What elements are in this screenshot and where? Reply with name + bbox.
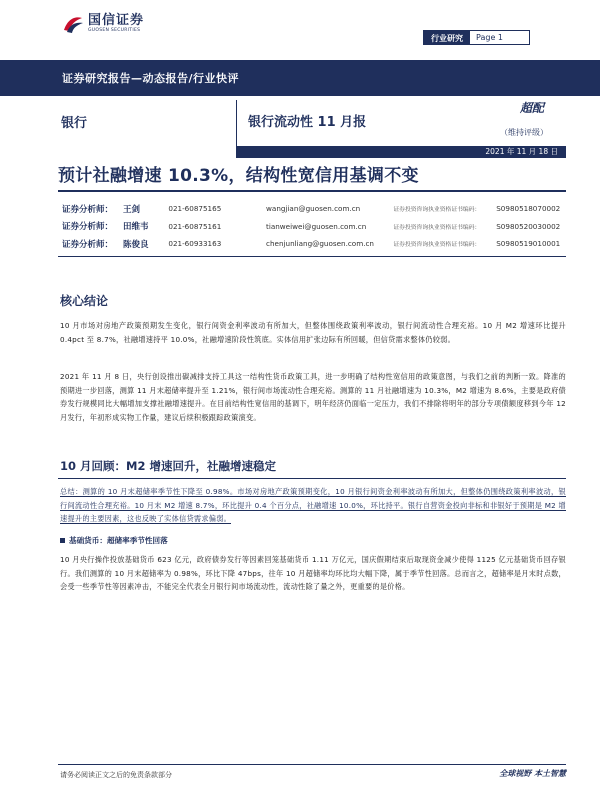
analyst-phone: 021-60875165 [168,204,222,214]
footer-slogan: 全球视野 本土智慧 [499,769,566,778]
analyst-cert-label: 证券投资咨询执业资格证书编码： [393,207,481,214]
logo-mark-icon [62,14,84,34]
section-paragraph: 10 月央行操作投放基础货币 623 亿元，政府债券发行等因素回笼基础货币 1.11 万亿元，国庆假期结束后取现资金减少使得 1125 亿元基础货币回存银行。我们测算的 10 月末超储率为 0.98%，环比下降 47bps，往年 10 月超储率均环比均大幅下降，属于季节性回落。总而言之，超储率是月末时点数，会受一些季节性等因素冲击，不能完全代表全月银行间市场流动性，流动性除了量之外，更重要的是价格。 [60,555,566,591]
analyst-row [62,218,566,236]
analyst-email[interactable]: tianweiwei@guosen.com.cn [266,221,367,231]
subsection-title: 基础货币：超储率季节性回落 [69,536,168,545]
analyst-row [62,200,566,218]
report-series: 证券研究报告—动态报告/行业快评 [62,72,240,85]
analyst-phone: 021-60933163 [168,239,222,249]
report-tag [423,30,530,45]
disclaimer-note: 请务必阅读正文之后的免责条款部分 [60,771,172,779]
analyst-cert-no: S0980519010001 [496,239,561,249]
logo-name-cn: 国信证券 [88,13,145,29]
core-conclusion-title: 核心结论 [60,294,109,308]
analyst-phone: 021-60875161 [168,221,222,231]
report-title: 银行流动性 11 月报 [248,115,367,130]
divider [58,478,566,479]
header-band [0,60,600,96]
company-logo [62,14,144,34]
date-bar [236,146,566,158]
analyst-role: 证券分析师： [62,204,114,215]
logo-name-en: GUOSEN SECURITIES [88,28,141,34]
core-paragraph-1: 10 月市场对房地产政策预期发生变化，银行间资金利率波动有所加大，但整体围绕政策利率波动，银行间流动性合理充裕。10 月 M2 增速环比提升 0.4pct 至 8.7%，社融增速持平 10.0%，社融增速阶段性筑底。实体信用扩张边际有所回暖，但信贷需求整体仍较弱。 [60,321,566,344]
analyst-cert-label: 证券投资咨询执业资格证书编码： [393,224,481,231]
analyst-role: 证券分析师： [62,222,114,233]
analyst-name: 田维韦 [123,222,149,233]
headline: 预计社融增速 10.3%，结构性宽信用基调不变 [58,166,419,186]
rating-note: （维持评级） [500,128,548,137]
divider [58,190,566,192]
analyst-cert-label: 证券投资咨询执业资格证书编码： [393,242,481,249]
section-title: 10 月回顾：M2 增速回升，社融增速稳定 [60,459,276,473]
divider [58,256,566,257]
analyst-name: 王剑 [123,204,141,215]
analyst-list [62,200,566,253]
analyst-cert-no: S0980520030002 [496,221,561,231]
summary-text: 总结：测算的 10 月末超储率季节性下降至 0.98%。市场对房地产政策预期变化，10 月银行间资金利率波动有所加大，但整体仍围绕政策利率波动，银行间流动性合理充裕。10 月末 M2 增速 8.7%，环比提升 0.4 个百分点，社融增速 10.0%，环比持平。银行自营资金投向非标和非银好于预期是 M2 增速提升的主要因素，这也反映了实体信贷需求偏弱。 [60,487,566,523]
rating: 超配 [519,101,544,115]
subsection-heading [60,535,168,546]
section-summary [60,485,566,526]
page-number: Page 1 [470,31,529,44]
report-date: 2021 年 11 月 18 日 [485,147,558,156]
analyst-email[interactable]: wangjian@guosen.com.cn [266,204,361,214]
analyst-name: 陈俊良 [123,239,149,250]
analyst-email[interactable]: chenjunliang@guosen.com.cn [266,239,374,249]
divider [236,100,237,146]
sector-label: 银行 [61,116,88,131]
analyst-role: 证券分析师： [62,239,114,250]
square-bullet-icon [60,538,65,543]
footer-divider [58,764,566,765]
analyst-row [62,235,566,253]
report-type-label: 行业研究 [424,31,470,44]
core-paragraph-2: 2021 年 11 月 8 日，央行创设推出碳减排支持工具这一结构性货币政策工具，进一步明确了结构性宽信用的政策意图，与我们之前的判断一致。降准的预期进一步回落，测算 11 月末超储率提升至 1.21%，银行间市场流动性合理充裕。测算的 11 月社融增速为 10.3%，M2 增速为 8.6%，主要是政府债券发行规模同比大幅增加支撑社融增速提升。在目前结构性宽信用的基调下，明年经济仍面临一定压力，我们不排除将明年的部分专项债额度移到今年 12 月发行，年初形成实物工作量，建议后续积极跟踪政策演变。 [60,372,566,422]
analyst-cert-no: S0980518070002 [496,204,561,214]
